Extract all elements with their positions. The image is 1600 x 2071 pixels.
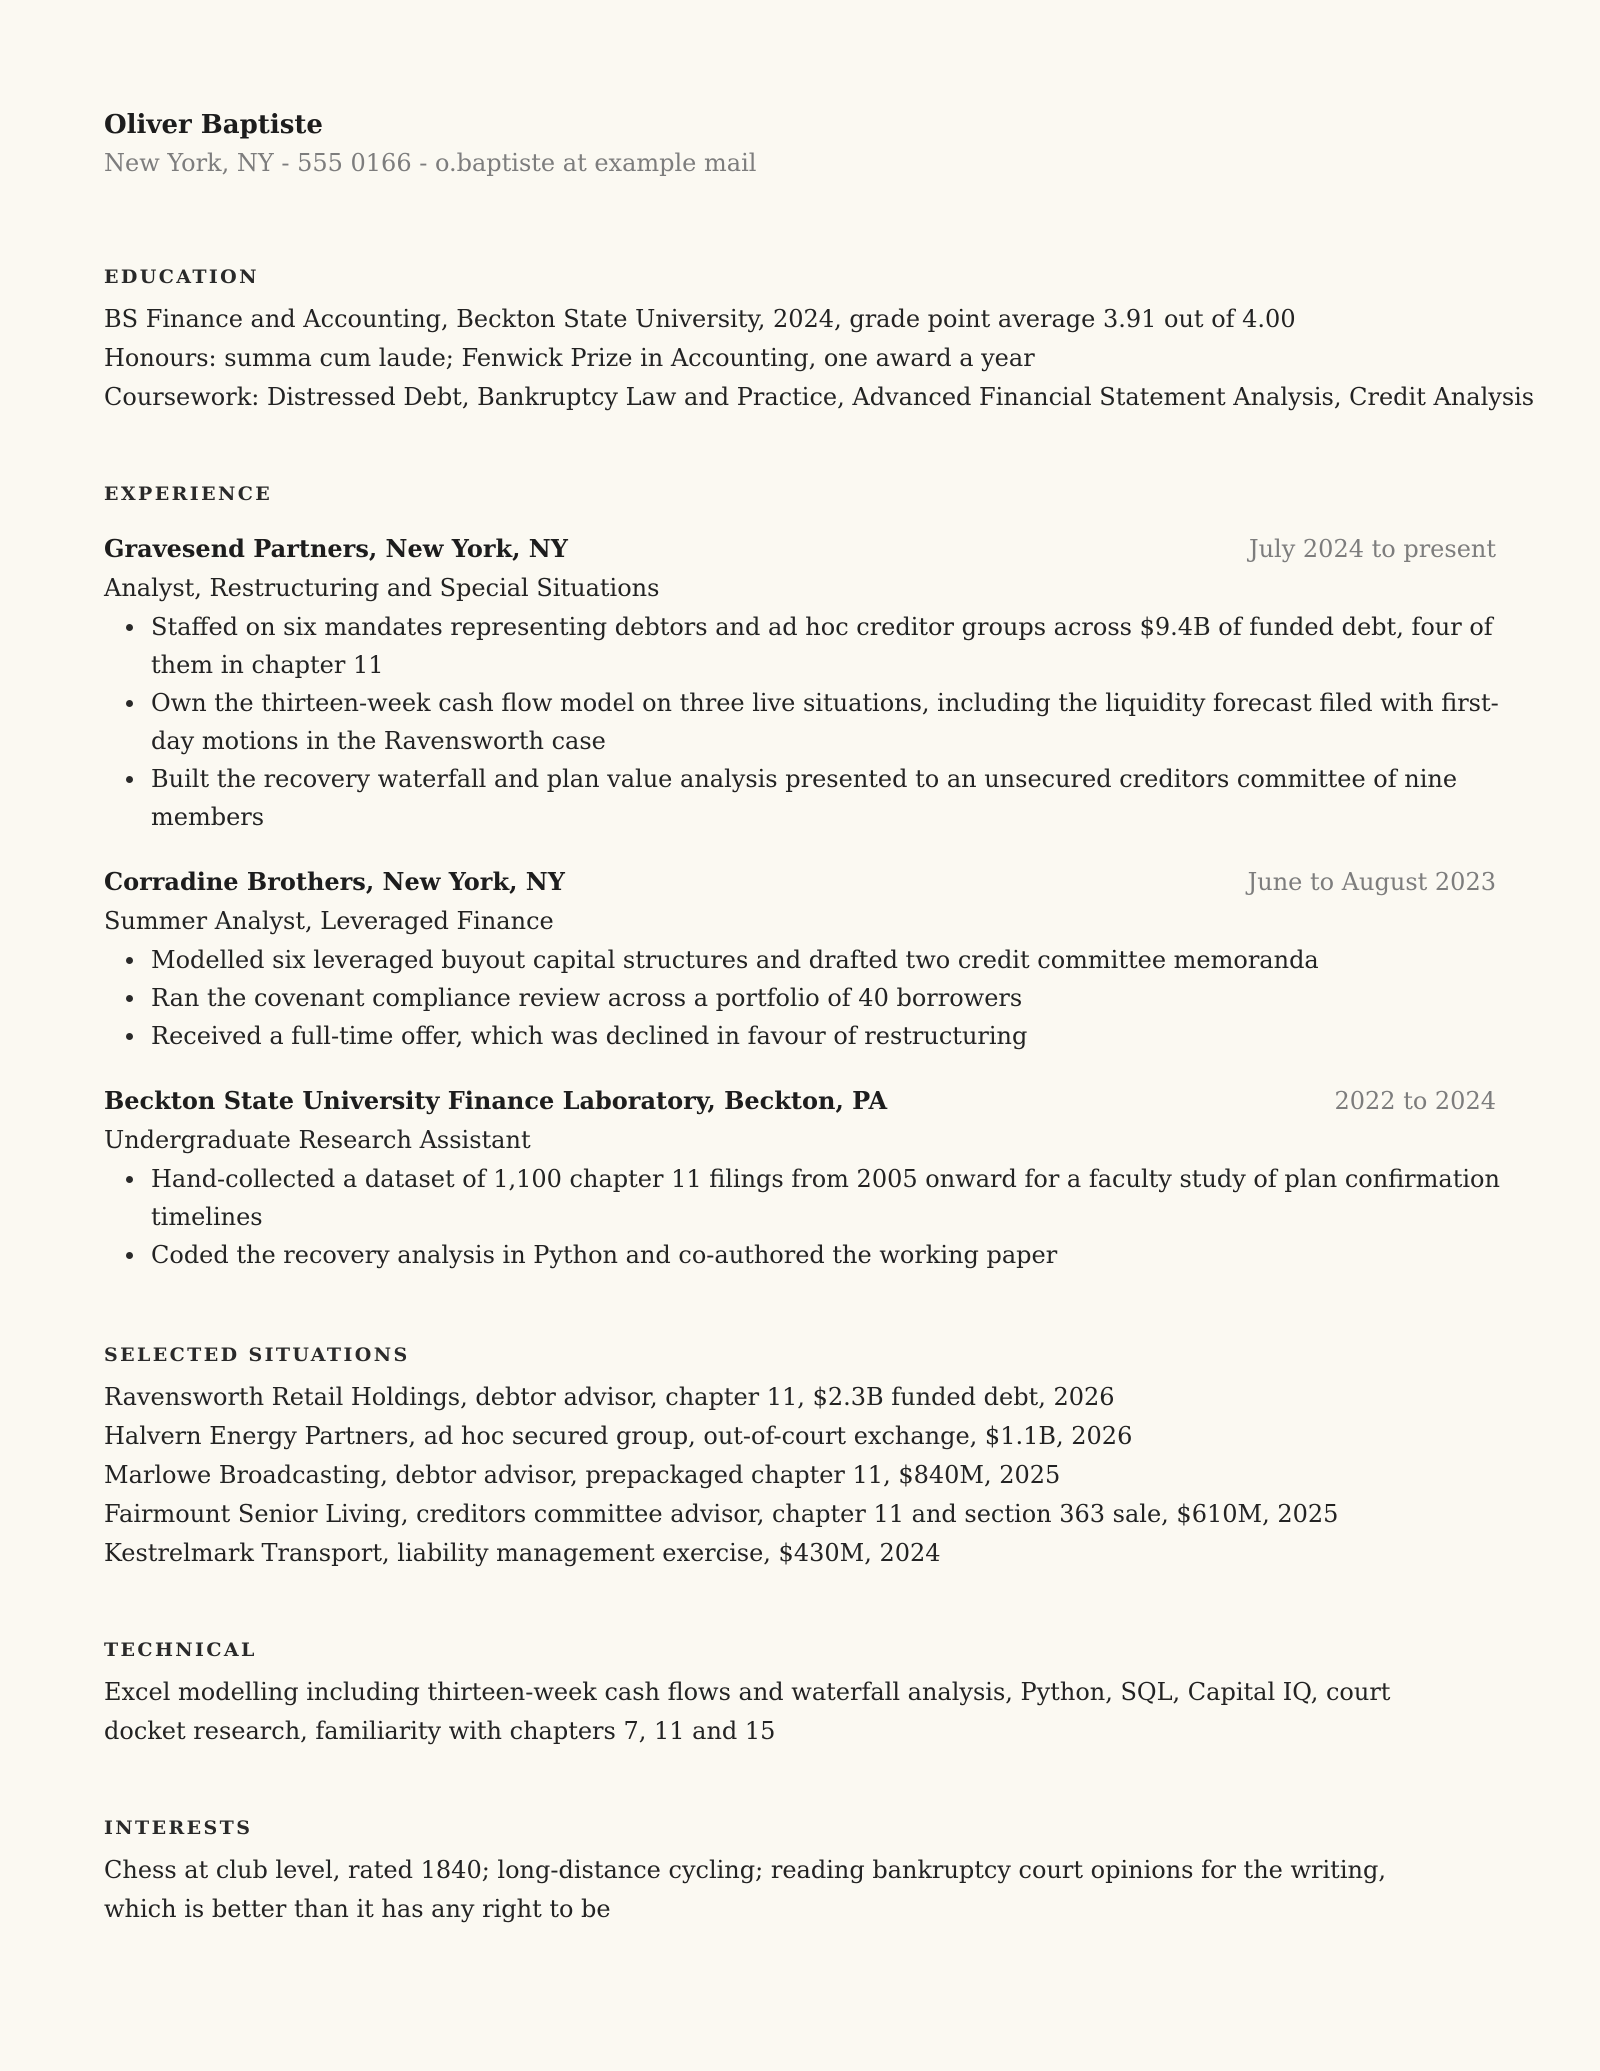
- technical-text: Excel modelling including thirteen-week cash flows and waterfall analysis, Python, SQL, Capital IQ, court docket research, familiarity with chapters 7, 11 and 15: [104, 1678, 1391, 1745]
- bullet-dot-icon: [126, 995, 133, 1002]
- interests-text: Chess at club level, rated 1840; long-distance cycling; reading bankruptcy court opinions for the writing, which is better than it has any right to be: [104, 1856, 1386, 1923]
- job-employer: Beckton State University Finance Laboratory, Beckton, PA: [104, 1086, 888, 1115]
- job-bullet-text: Built the recovery waterfall and plan value analysis presented to an unsecured creditors committee of nine members: [151, 765, 1458, 831]
- job-header: [104, 529, 1496, 569]
- job-dates: July 2024 to present: [1248, 535, 1496, 563]
- bullet-dot-icon: [126, 1033, 133, 1040]
- job-bullet: [151, 941, 1521, 979]
- bullet-dot-icon: [126, 700, 133, 707]
- bullet-dot-icon: [126, 776, 133, 783]
- job-bullet: [151, 979, 1521, 1017]
- resume-header: [104, 108, 1504, 180]
- job-bullet: [151, 760, 1521, 836]
- bullet-dot-icon: [126, 1252, 133, 1259]
- job-bullet-text: Modelled six leveraged buyout capital structures and drafted two credit committee memoranda: [151, 946, 1319, 974]
- candidate-name: Oliver Baptiste: [104, 110, 323, 140]
- job-dates: June to August 2023: [1247, 868, 1496, 896]
- bullet-dot-icon: [126, 624, 133, 631]
- contact-line: New York, NY - 555 0166 - o.baptiste at example mail: [104, 149, 757, 177]
- interests-section: [104, 1815, 1504, 1929]
- education-honours: Honours: summa cum laude; Fenwick Prize in Accounting, one award a year: [104, 344, 1035, 372]
- job-bullet-text: Received a full-time offer, which was declined in favour of restructuring: [151, 1022, 1028, 1050]
- bullet-dot-icon: [126, 1176, 133, 1183]
- section-title-situations: SELECTED SITUATIONS: [104, 1344, 410, 1366]
- education-coursework: Coursework: Distressed Debt, Bankruptcy Law and Practice, Advanced Financial Statement Analysis, Credit Analysis: [104, 383, 1535, 411]
- job-bullet: [151, 1017, 1521, 1055]
- job-role: Analyst, Restructuring and Special Situations: [104, 574, 660, 602]
- job-bullet-text: Ran the covenant compliance review across a portfolio of 40 borrowers: [151, 984, 1023, 1012]
- job-bullet: [151, 1160, 1521, 1236]
- job-entry: [104, 1081, 1504, 1274]
- situation-line: Marlowe Broadcasting, debtor advisor, prepackaged chapter 11, $840M, 2025: [104, 1461, 1061, 1489]
- job-dates: 2022 to 2024: [1334, 1087, 1496, 1115]
- job-bullet: [151, 1236, 1521, 1274]
- situations-section: [104, 1342, 1504, 1573]
- job-employer: Gravesend Partners, New York, NY: [104, 534, 568, 563]
- job-bullets: [104, 1160, 1521, 1274]
- job-role: Undergraduate Research Assistant: [104, 1126, 531, 1154]
- job-bullets: [104, 941, 1521, 1055]
- job-bullet: [151, 684, 1521, 760]
- job-bullet-text: Coded the recovery analysis in Python and co-authored the working paper: [151, 1241, 1058, 1269]
- section-title-education: EDUCATION: [104, 266, 259, 288]
- job-header: [104, 1081, 1496, 1121]
- job-bullets: [104, 608, 1521, 836]
- experience-section: [104, 481, 1504, 1274]
- education-section: [104, 264, 1535, 417]
- education-degree: BS Finance and Accounting, Beckton State University, 2024, grade point average 3.91 out of 4.00: [104, 305, 1296, 333]
- job-bullet-text: Staffed on six mandates representing debtors and ad hoc creditor groups across $9.4B of funded debt, four of them in chapter 11: [151, 613, 1493, 679]
- job-bullet: [151, 608, 1521, 684]
- job-entry: [104, 862, 1504, 1055]
- section-title-experience: EXPERIENCE: [104, 483, 273, 505]
- job-entry: [104, 529, 1504, 836]
- job-employer: Corradine Brothers, New York, NY: [104, 867, 565, 896]
- situation-line: Halvern Energy Partners, ad hoc secured group, out-of-court exchange, $1.1B, 2026: [104, 1422, 1133, 1450]
- section-title-interests: INTERESTS: [104, 1817, 253, 1839]
- job-bullet-text: Own the thirteen-week cash flow model on three live situations, including the liquidity forecast filed with first-day motions in the Ravensworth case: [151, 689, 1499, 755]
- section-title-technical: TECHNICAL: [104, 1639, 257, 1661]
- bullet-dot-icon: [126, 957, 133, 964]
- technical-section: [104, 1637, 1504, 1751]
- situation-line: Ravensworth Retail Holdings, debtor advisor, chapter 11, $2.3B funded debt, 2026: [104, 1383, 1115, 1411]
- situation-line: Fairmount Senior Living, creditors committee advisor, chapter 11 and section 363 sale, $610M, 2025: [104, 1500, 1339, 1528]
- job-header: [104, 862, 1496, 902]
- job-role: Summer Analyst, Leveraged Finance: [104, 907, 554, 935]
- job-bullet-text: Hand-collected a dataset of 1,100 chapter 11 filings from 2005 onward for a faculty study of plan confirmation timelines: [151, 1165, 1500, 1231]
- situation-line: Kestrelmark Transport, liability management exercise, $430M, 2024: [104, 1539, 941, 1567]
